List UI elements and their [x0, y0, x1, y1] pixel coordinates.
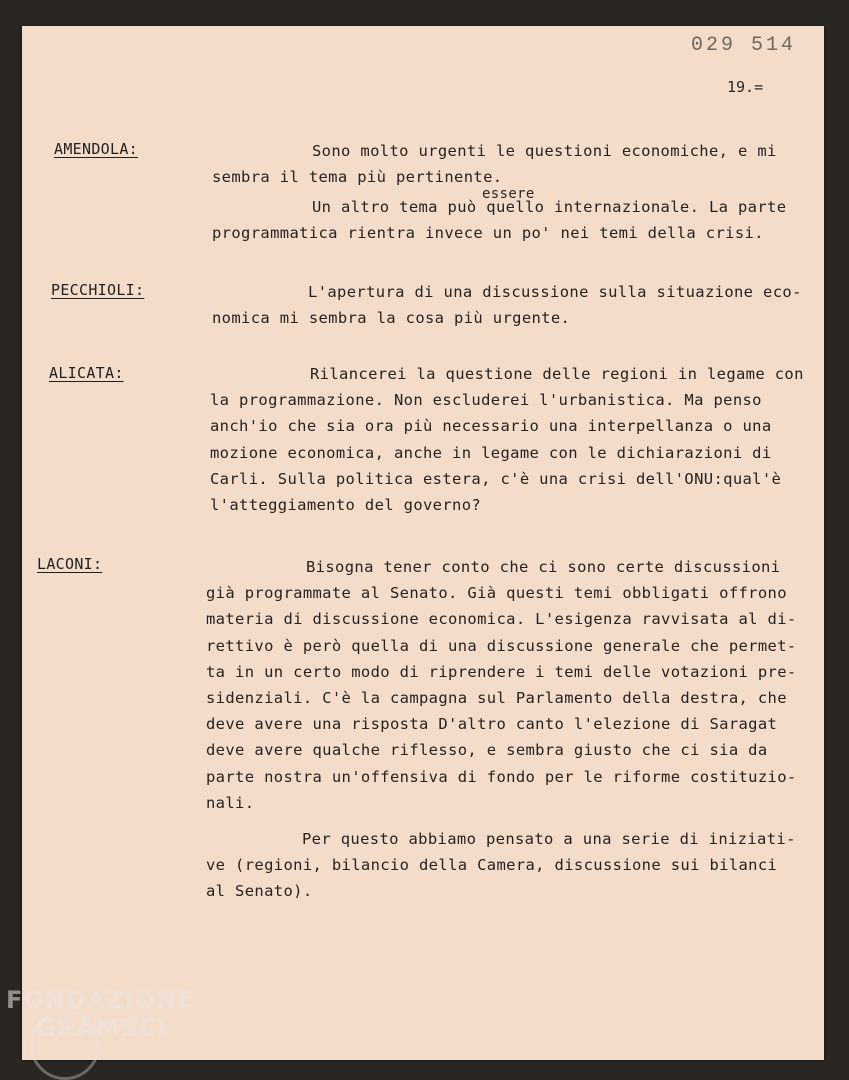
speaker-label-pecchioli: PECCHIOLI: — [51, 281, 145, 299]
speaker-label-amendola: AMENDOLA: — [54, 140, 138, 158]
text-line: deve avere una risposta D'altro canto l'elezione di Saragat — [206, 715, 778, 734]
speech-paragraph — [206, 554, 797, 816]
text-line: Sono molto urgenti le questioni economiche, e mi — [312, 142, 777, 160]
text-line: già programmate al Senato. Già questi temi obbligati offrono — [206, 584, 787, 603]
text-line: la programmazione. Non escluderei l'urbanistica. Ma penso — [210, 391, 762, 410]
text-line: Bisogna tener conto che ci sono certe discussioni — [306, 558, 781, 576]
text-line: deve avere qualche riflesso, e sembra giusto che ci sia da — [206, 741, 768, 760]
text-line: ta in un certo modo di riprendere i temi delle votazioni pre- — [206, 662, 797, 681]
text-line: Carli. Sulla politica estera, c'è una crisi dell'ONU:qual'è — [210, 469, 782, 488]
text-line: L'apertura di una discussione sulla situazione eco- — [308, 283, 802, 301]
handwritten-correction — [312, 186, 787, 220]
text-line: Un altro tema può quello internazionale. La parte — [312, 198, 787, 216]
speech-paragraph — [212, 279, 802, 331]
text-line: sembra il tema più pertinente. — [212, 168, 503, 187]
text-line: al Senato). — [206, 882, 313, 901]
speaker-label-laconi: LACONI: — [37, 555, 103, 573]
watermark — [6, 986, 195, 1042]
text-line: nali. — [206, 793, 255, 812]
speaker-label-alicata: ALICATA: — [49, 364, 124, 382]
document-page — [22, 26, 824, 1060]
inserted-word: essere — [482, 186, 535, 202]
archive-stamp: 029 514 — [690, 34, 796, 57]
text-line: materia di discussione economica. L'esigenza ravvisata al di- — [206, 610, 797, 629]
speech-paragraph — [212, 186, 787, 246]
text-line: sidenziali. C'è la campagna sul Parlamento della destra, che — [206, 689, 787, 708]
watermark-line: FONDAZIONE — [6, 986, 195, 1014]
text-line: mozione economica, anche in legame con le dichiarazioni di — [210, 443, 772, 462]
text-line: programmatica rientra invece un po' nei temi della crisi. — [212, 224, 764, 243]
text-line: ve (regioni, bilancio della Camera, discussione sui bilanci — [206, 856, 778, 875]
text-line: rettivo è però quella di una discussione generale che permet- — [206, 636, 797, 655]
watermark-line: GRAMSCI — [36, 1014, 168, 1042]
page-number: 19.= — [727, 78, 764, 96]
text-line: Per questo abbiamo pensato a una serie di iniziati- — [302, 830, 796, 848]
text-line: parte nostra un'offensiva di fondo per le riforme costituzio- — [206, 767, 797, 786]
text-line: anch'io che sia ora più necessario una interpellanza o una — [210, 417, 772, 436]
text-line: Rilancerei la questione delle regioni in legame con — [310, 365, 804, 383]
text-line — [212, 186, 787, 220]
speech-paragraph — [210, 361, 804, 518]
text-line: l'atteggiamento del governo? — [210, 496, 482, 515]
speech-paragraph — [206, 826, 796, 905]
text-line: nomica mi sembra la cosa più urgente. — [212, 309, 571, 328]
